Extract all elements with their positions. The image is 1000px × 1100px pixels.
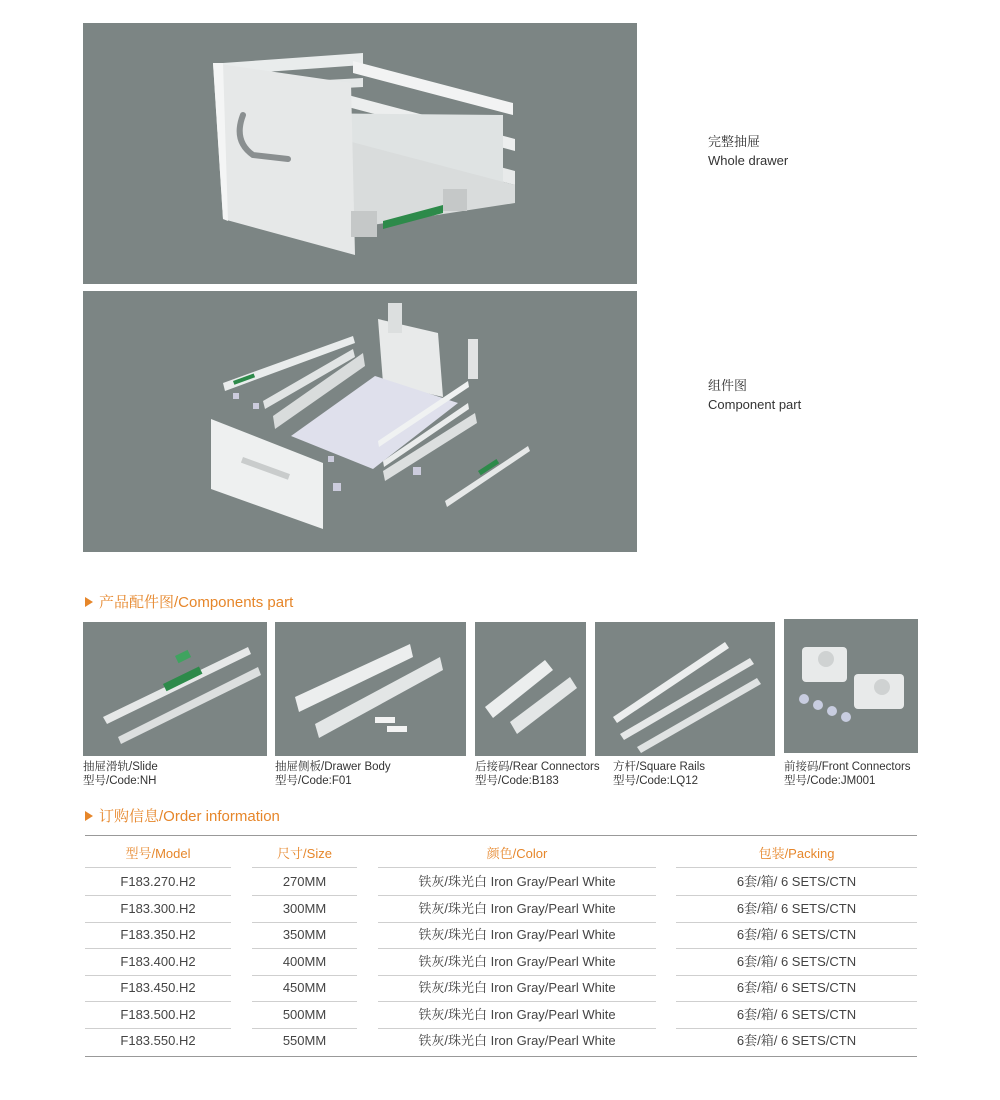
whole-drawer-image [83, 23, 637, 284]
component-code: 型号/Code:LQ12 [613, 775, 699, 787]
exploded-view-illustration [83, 291, 637, 552]
components-title-text: 产品配件图/Components part [99, 594, 294, 611]
table-cell-size: 350MM [252, 922, 357, 949]
component-name: 抽屉滑轨/Slide [83, 761, 158, 773]
table-cell-size: 300MM [252, 896, 357, 923]
component-name: 方杆/Square Rails [613, 761, 706, 773]
hero-caption-en: Whole drawer [708, 153, 789, 168]
thumb-drawer-body [275, 622, 466, 756]
thumb-slide [83, 622, 267, 756]
component-name: 后接码/Rear Connectors [475, 761, 600, 773]
table-cell-color: 铁灰/珠光白 Iron Gray/Pearl White [378, 869, 656, 896]
order-section-title [85, 805, 280, 826]
table-cell-color: 铁灰/珠光白 Iron Gray/Pearl White [378, 896, 656, 923]
table-bottom-rule [85, 1056, 917, 1057]
component-code: 型号/Code:NH [83, 775, 157, 787]
table-cell-packing: 6套/箱/ 6 SETS/CTN [676, 949, 917, 976]
triangle-bullet-icon [85, 811, 93, 821]
table-cell-color: 铁灰/珠光白 Iron Gray/Pearl White [378, 1002, 656, 1029]
table-cell-packing: 6套/箱/ 6 SETS/CTN [676, 975, 917, 1002]
thumb-square-rails [595, 622, 775, 756]
component-caption [83, 760, 158, 788]
table-header-packing: 包装/Packing [676, 841, 917, 868]
component-name: 前接码/Front Connectors [784, 761, 911, 773]
thumb-front-connectors [784, 619, 918, 753]
table-cell-packing: 6套/箱/ 6 SETS/CTN [676, 1002, 917, 1029]
table-cell-color: 铁灰/珠光白 Iron Gray/Pearl White [378, 949, 656, 976]
table-cell-packing: 6套/箱/ 6 SETS/CTN [736, 1033, 857, 1048]
table-cell-model: F183.550.H2 [120, 1033, 196, 1048]
table-top-rule [85, 835, 917, 836]
table-cell-size: 500MM [252, 1002, 357, 1029]
component-caption [275, 760, 391, 788]
table-cell-size: 550MM [282, 1033, 327, 1048]
table-header-color: 颜色/Color [378, 841, 656, 868]
table-cell-packing: 6套/箱/ 6 SETS/CTN [676, 922, 917, 949]
component-name: 抽屉侧板/Drawer Body [275, 761, 391, 773]
table-cell-size: 270MM [252, 869, 357, 896]
component-caption [784, 760, 911, 788]
hero-caption-component-part [708, 376, 801, 414]
hero-caption-en: Component part [708, 397, 802, 412]
components-section-title [85, 591, 293, 612]
table-cell-model: F183.500.H2 [85, 1002, 231, 1029]
order-title-text: 订购信息/Order information [99, 808, 280, 825]
table-cell-packing: 6套/箱/ 6 SETS/CTN [676, 896, 917, 923]
component-caption [613, 760, 705, 788]
table-cell-packing: 6套/箱/ 6 SETS/CTN [676, 869, 917, 896]
component-code: 型号/Code:B183 [475, 775, 559, 787]
hero-caption-zh: 完整抽屉 [708, 134, 761, 149]
front-connector-illustration [784, 619, 918, 753]
table-cell-model: F183.350.H2 [85, 922, 231, 949]
thumb-rear-connectors [475, 622, 586, 756]
component-code: 型号/Code:JM001 [784, 775, 876, 787]
table-header-size: 尺寸/Size [252, 841, 357, 868]
rear-connector-illustration [475, 622, 586, 756]
component-caption [475, 760, 600, 788]
table-header-model: 型号/Model [85, 841, 231, 868]
triangle-bullet-icon [85, 597, 93, 607]
slide-illustration [83, 622, 267, 756]
component-part-image [83, 291, 637, 552]
table-cell-model: F183.450.H2 [85, 975, 231, 1002]
table-cell-model: F183.300.H2 [85, 896, 231, 923]
table-cell-color: 铁灰/珠光白 Iron Gray/Pearl White [378, 922, 656, 949]
table-cell-color: 铁灰/珠光白 Iron Gray/Pearl White [418, 1033, 616, 1048]
drawer-illustration [83, 23, 637, 284]
table-cell-color: 铁灰/珠光白 Iron Gray/Pearl White [378, 975, 656, 1002]
table-cell-model: F183.400.H2 [85, 949, 231, 976]
table-cell-size: 450MM [252, 975, 357, 1002]
drawer-body-illustration [275, 622, 466, 756]
component-code: 型号/Code:F01 [275, 775, 352, 787]
table-cell-model: F183.270.H2 [85, 869, 231, 896]
hero-caption-zh: 组件图 [708, 378, 748, 393]
square-rails-illustration [595, 622, 775, 756]
table-cell-size: 400MM [252, 949, 357, 976]
hero-caption-whole-drawer [708, 132, 788, 170]
